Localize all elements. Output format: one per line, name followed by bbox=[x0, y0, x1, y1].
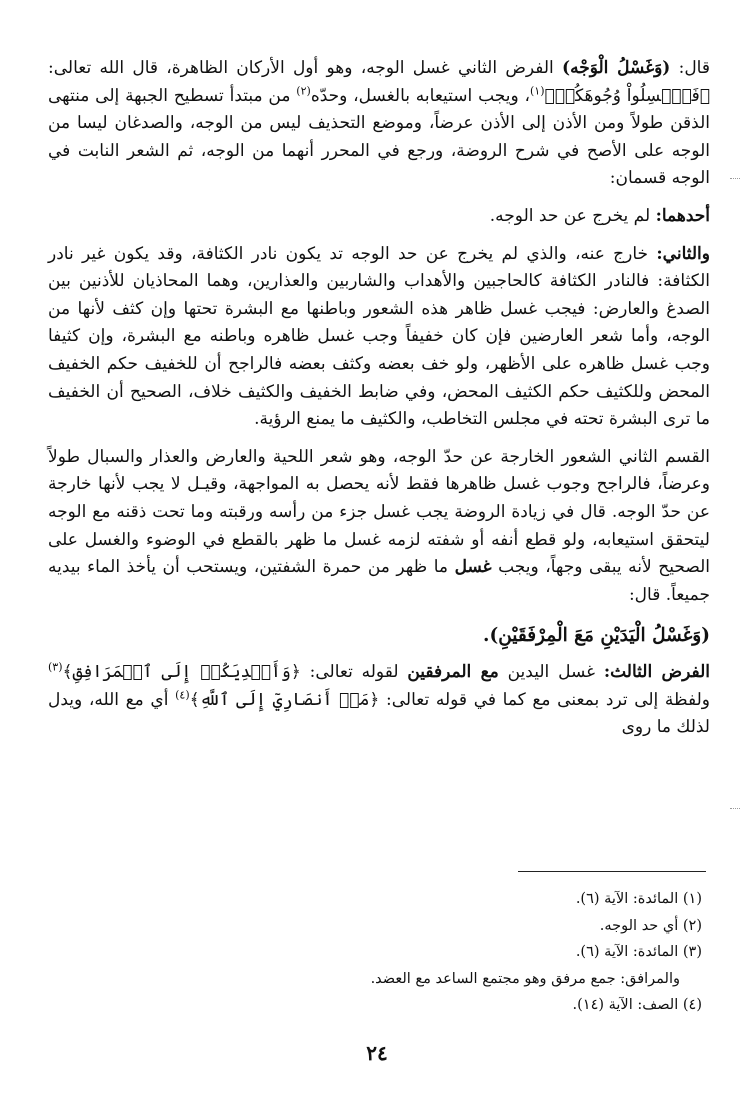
paragraph-4 bbox=[48, 444, 710, 610]
text-run: لقوله تعالى: bbox=[300, 662, 408, 683]
text-run: خارج عنه، والذي لم يخرج عن حد الوجه تد يكون نادر الكثافة، وقد يكون غير نادر الكثافة: فالنادر الكثافة كالحاجبين والأهداب والشاربين والعذارين، وهما المحاذيان للأذنين بين الصدغ والعارض: فيجب غسل ظاهر هذه الشعور وباطنها مع البشرة تحتها وإن كثف لأنها من الوجه، وأما شعر العارضين فإن كان خفيفاً وجب غسل ظاهره وباطنه مع البشرة، وإن كثيفا وجب غسل ظاهره على الأظهر، ولو خف بعضه وكثف بعضه فالراجح أن للخفيف حكم الخفيف المحض وللكثيف حكم الكثيف المحض، وفي ضابط الخفيف والكثيف خلاف، الصحيح أن الخفيف ما ترى البشرة تحته في مجلس التخاطب، والكثيف ما يمنع الرؤية. bbox=[48, 243, 710, 430]
footnote-ref: (٢) bbox=[296, 83, 311, 97]
text-run: أي مع الله، ويدل لذلك ما روى bbox=[48, 689, 710, 738]
quran-verse: ﴿وَأَيۡدِيَكُمۡ إِلَى ٱلۡمَرَافِقِ﴾ bbox=[62, 662, 301, 683]
footnote-item: (١) المائدة: الآية (٦). bbox=[575, 891, 702, 907]
text-run: القسم الثاني الشعور الخارجة عن حدّ الوجه، وهو شعر اللحية والعارض والعذار والسبال طولاً وعرضاً، فالراجح وجوب غسل ظاهرها فقط لأنه يحصل به المواجهة، وقيـل لا يجب لأنها خارجة عن حدّ الوجه. قال في زيادة الروضة يجب غسل جزء من رأسه ورقبته وما تحت ذقنه مع الوجه ليتحقق استيعابه، ولو قطع أنفه أو شفته لزمه غسل ما ظهر بالقطع في الوضوء والغسل على الصحيح لأنه يبقى وجهاً، ويجب bbox=[48, 446, 710, 578]
footnote-divider bbox=[518, 871, 706, 872]
text-run: ولفظة إلى ترد بمعنى مع كما في قوله تعالى: bbox=[379, 689, 710, 710]
text-run: لم يخرج عن حد الوجه. bbox=[489, 205, 656, 226]
text-run: من مبتدأ تسطيح الجبهة إلى منتهى الذقن طولاً ومن الأذن إلى الأذن عرضاً، وموضع التحذيف ليس من الوجه، والصدغان ليسا من الوجه على الأصح في شرح الروضة، ورجع في المحرر أنهما من الوجه، ثم الشعر النابت في الوجه قسمان: bbox=[48, 85, 710, 189]
text-run: غسل اليدين bbox=[498, 662, 604, 683]
footnote-item: والمرافق: جمع مرفق وهو مجتمع الساعد مع العضد. bbox=[370, 970, 680, 987]
paragraph-2 bbox=[48, 203, 710, 231]
quran-verse: ﴿فَٱغۡسِلُواْ وُجُوهَكُمۡ﴾ bbox=[544, 85, 711, 106]
paragraph-1 bbox=[48, 55, 710, 193]
margin-mark bbox=[730, 178, 740, 179]
main-text bbox=[48, 55, 710, 742]
text-run: ما ظهر من حمرة الشفتين، ويستحب أن يأخذ الماء بيديه جميعاً. قال: bbox=[48, 557, 710, 605]
footnotes bbox=[62, 886, 702, 1019]
section-heading: (وَغَسْلُ الْيَدَيْنِ مَعَ الْمِرْفَقَيْنِ). bbox=[483, 625, 710, 647]
bold-word: غسل bbox=[454, 557, 492, 578]
bold-phrase: مع المرفقين bbox=[407, 662, 499, 683]
footnote-item: (٣) المائدة: الآية (٦). bbox=[575, 944, 702, 960]
paragraph-5 bbox=[48, 659, 710, 742]
text-run: الفرض الثاني غسل الوجه، وهو أول الأركان الظاهرة، قال الله تعالى: bbox=[48, 58, 563, 78]
footnote-item: (٢) أي حد الوجه. bbox=[599, 917, 702, 934]
section-heading-inline: (وَغَسْلُ الْوَجْه) bbox=[562, 58, 671, 78]
footnote-ref: (٣) bbox=[48, 660, 63, 674]
margin-mark bbox=[730, 808, 740, 809]
paragraph-3 bbox=[48, 241, 710, 434]
footnote-ref: (١) bbox=[529, 83, 545, 97]
paragraph-label: أحدهما: bbox=[655, 205, 710, 226]
text-run: قال: bbox=[670, 58, 710, 78]
paragraph-label: الفرض الثالث: bbox=[603, 662, 710, 683]
quran-verse: ﴿مَنۡ أَنصَارِيٓ إِلَى ٱللَّهِ﴾ bbox=[189, 689, 380, 710]
text-run: ، ويجب استيعابه بالغسل، وحدّه bbox=[310, 85, 530, 106]
footnote-item: (٤) الصف: الآية (١٤). bbox=[572, 997, 702, 1013]
paragraph-label: والثاني: bbox=[656, 243, 710, 264]
page-number: ٢٤ bbox=[366, 1041, 388, 1065]
footnote-ref: (٤) bbox=[175, 688, 190, 702]
